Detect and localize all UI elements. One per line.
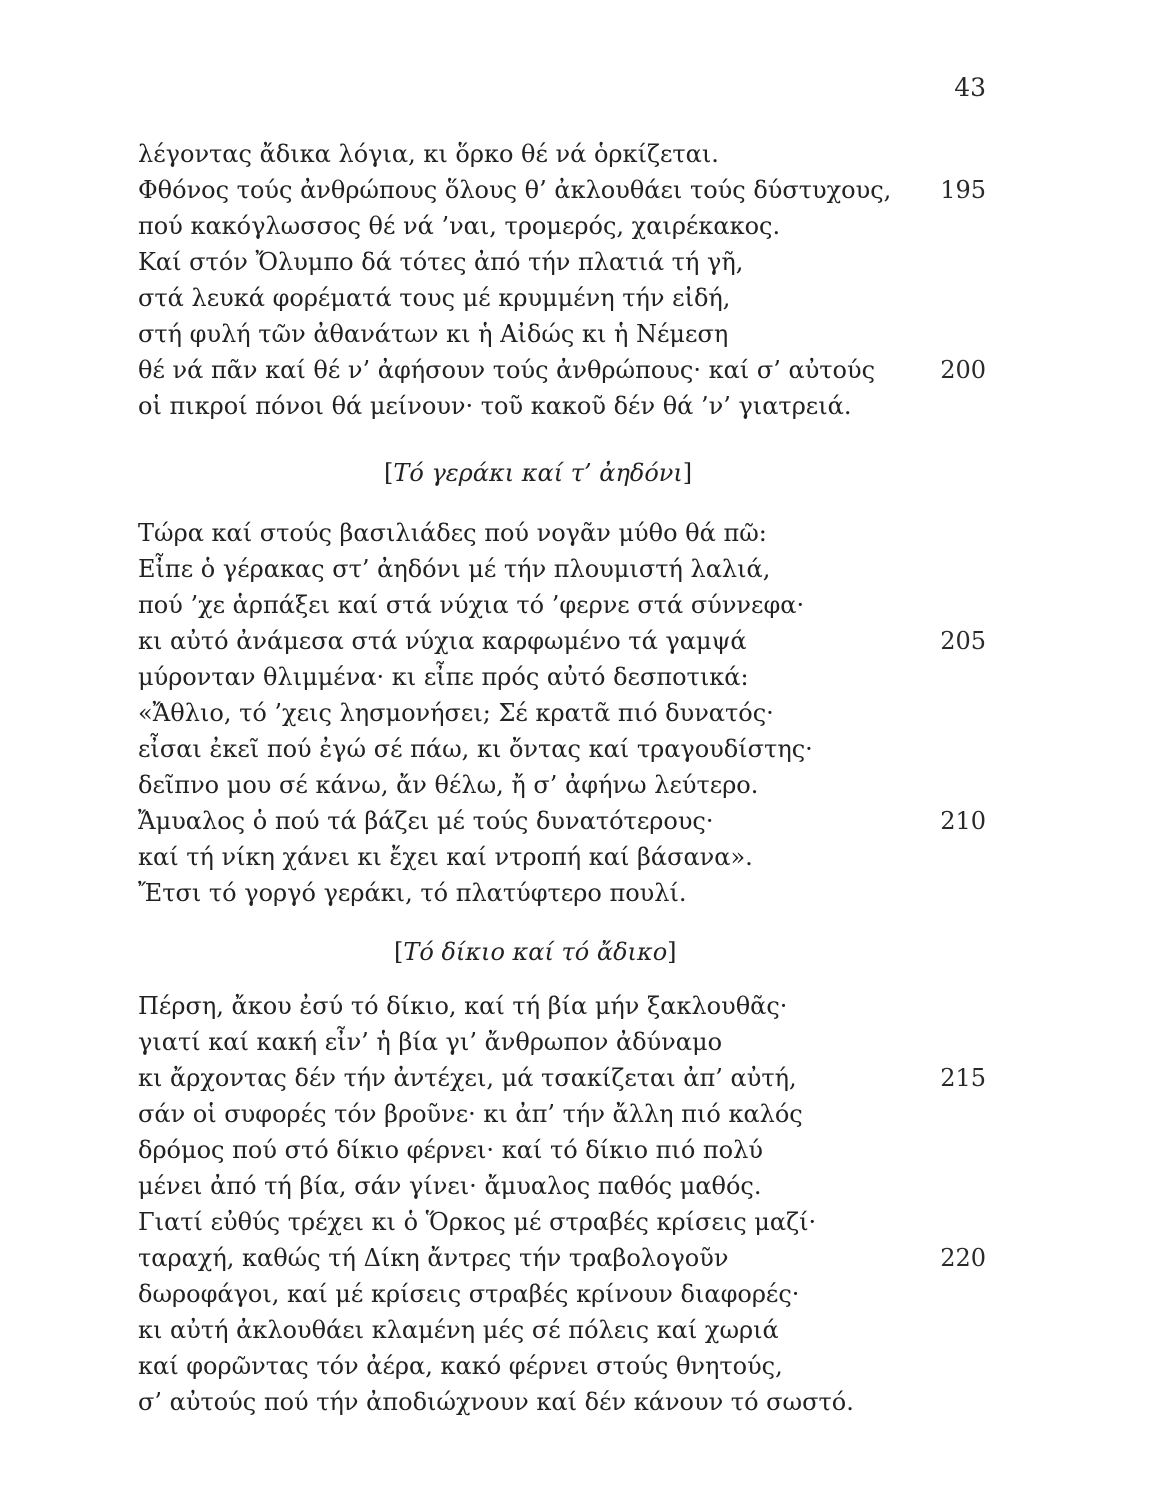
verse-line: Ἄμυαλος ὁ πού τά βάζει μέ τούς δυνατότερους· [138, 807, 714, 835]
verse-line: πού ’χε ἁρπάξει καί στά νύχια τό ’φερνε στά σύννεφα· [138, 591, 805, 619]
verse-line: θέ νά πᾶν καί θέ ν’ ἀφήσουν τούς ἀνθρώπους· καί σ’ αὐτούς [138, 356, 876, 384]
verse-line: κι αὐτό ἀνάμεσα στά νύχια καρφωμένο τά γαμψά [138, 627, 747, 655]
verse-line: γιατί καί κακή εἶν’ ἡ βία γι’ ἄνθρωπον ἀδύναμο [138, 1028, 723, 1056]
verse-line: Καί στόν Ὄλυμπο δά τότες ἀπό τήν πλατιά τή γῆ, [138, 248, 744, 276]
line-number: 200 [940, 356, 986, 384]
verse-line: εἶσαι ἐκεῖ πού ἐγώ σέ πάω, κι ὄντας καί τραγουδίστης· [138, 735, 813, 763]
verse-line: μύρονταν θλιμμένα· κι εἶπε πρός αὐτό δεσποτικά: [138, 663, 749, 691]
line-number: 220 [940, 1244, 986, 1272]
verse-line: κι αὐτή ἀκλουθάει κλαμένη μές σέ πόλεις καί χωριά [138, 1316, 779, 1344]
verse-line: οἱ πικροί πόνοι θά μείνουν· τοῦ κακοῦ δέν θά ’ν’ γιατρειά. [138, 392, 852, 420]
verse-line: σ’ αὐτούς πού τήν ἀποδιώχνουν καί δέν κάνουν τό σωστό. [138, 1388, 854, 1416]
verse-line: Γιατί εὐθύς τρέχει κι ὁ Ὅρκος μέ στραβές κρίσεις μαζί· [138, 1208, 817, 1236]
verse-line: λέγοντας ἄδικα λόγια, κι ὅρκο θέ νά ὁρκίζεται. [138, 140, 719, 168]
verse-line: δωροφάγοι, καί μέ κρίσεις στραβές κρίνουν διαφορές· [138, 1280, 800, 1308]
page-number: 43 [954, 73, 986, 102]
verse-line: στή φυλή τῶν ἀθανάτων κι ἡ Αἰδώς κι ἡ Νέμεση [138, 320, 729, 348]
line-number: 210 [940, 807, 986, 835]
line-number: 195 [940, 176, 986, 204]
verse-line: δρόμος πού στό δίκιο φέρνει· καί τό δίκιο πιό πολύ [138, 1136, 763, 1164]
verse-line: Τώρα καί στούς βασιλιάδες πού νογᾶν μύθο θά πῶ: [138, 519, 767, 547]
verse-line: Φθόνος τούς ἀνθρώπους ὅλους θ’ ἀκλουθάει τούς δύστυχους, [138, 176, 892, 204]
verse-line: πού κακόγλωσσος θέ νά ’ναι, τρομερός, χαιρέκακος. [138, 212, 781, 240]
section-heading-text: Τό δίκιο καί τό ἄδικο [403, 938, 668, 966]
line-number: 205 [940, 627, 986, 655]
section-heading-text: Τό γεράκι καί τ’ ἀηδόνι [393, 459, 683, 487]
verse-line: σάν οἱ συφορές τόν βροῦνε· κι ἀπ’ τήν ἄλλη πιό καλός [138, 1100, 803, 1128]
verse-line: καί τή νίκη χάνει κι ἔχει καί ντροπή καί βάσανα». [138, 843, 753, 871]
verse-line: «Ἄθλιο, τό ’χεις λησμονήσει; Σέ κρατᾶ πιό δυνατός· [138, 699, 774, 727]
verse-line: Εἶπε ὁ γέρακας στ’ ἀηδόνι μέ τήν πλουμιστή λαλιά, [138, 555, 771, 583]
line-number: 215 [940, 1064, 986, 1092]
verse-line: Πέρση, ἄκου ἐσύ τό δίκιο, καί τή βία μήν ξακλουθᾶς· [138, 992, 788, 1020]
verse-line: δεῖπνο μου σέ κάνω, ἄν θέλω, ἤ σ’ ἀφήνω λεύτερο. [138, 771, 759, 799]
verse-line: Ἔτσι τό γοργό γεράκι, τό πλατύφτερο πουλί. [138, 879, 687, 907]
section-heading: [Τό δίκιο καί τό ἄδικο] [394, 938, 677, 966]
verse-line: στά λευκά φορέματά τους μέ κρυμμένη τήν εἰδή, [138, 284, 731, 312]
section-heading: [Τό γεράκι καί τ’ ἀηδόνι] [384, 459, 693, 487]
verse-line: μένει ἀπό τή βία, σάν γίνει· ἄμυαλος παθός μαθός. [138, 1172, 762, 1200]
verse-line: κι ἄρχοντας δέν τήν ἀντέχει, μά τσακίζεται ἀπ’ αὐτή, [138, 1064, 797, 1092]
verse-line: καί φορῶντας τόν ἀέρα, κακό φέρνει στούς θνητούς, [138, 1352, 783, 1380]
verse-line: ταραχή, καθώς τή Δίκη ἄντρες τήν τραβολογοῦν [138, 1244, 729, 1272]
